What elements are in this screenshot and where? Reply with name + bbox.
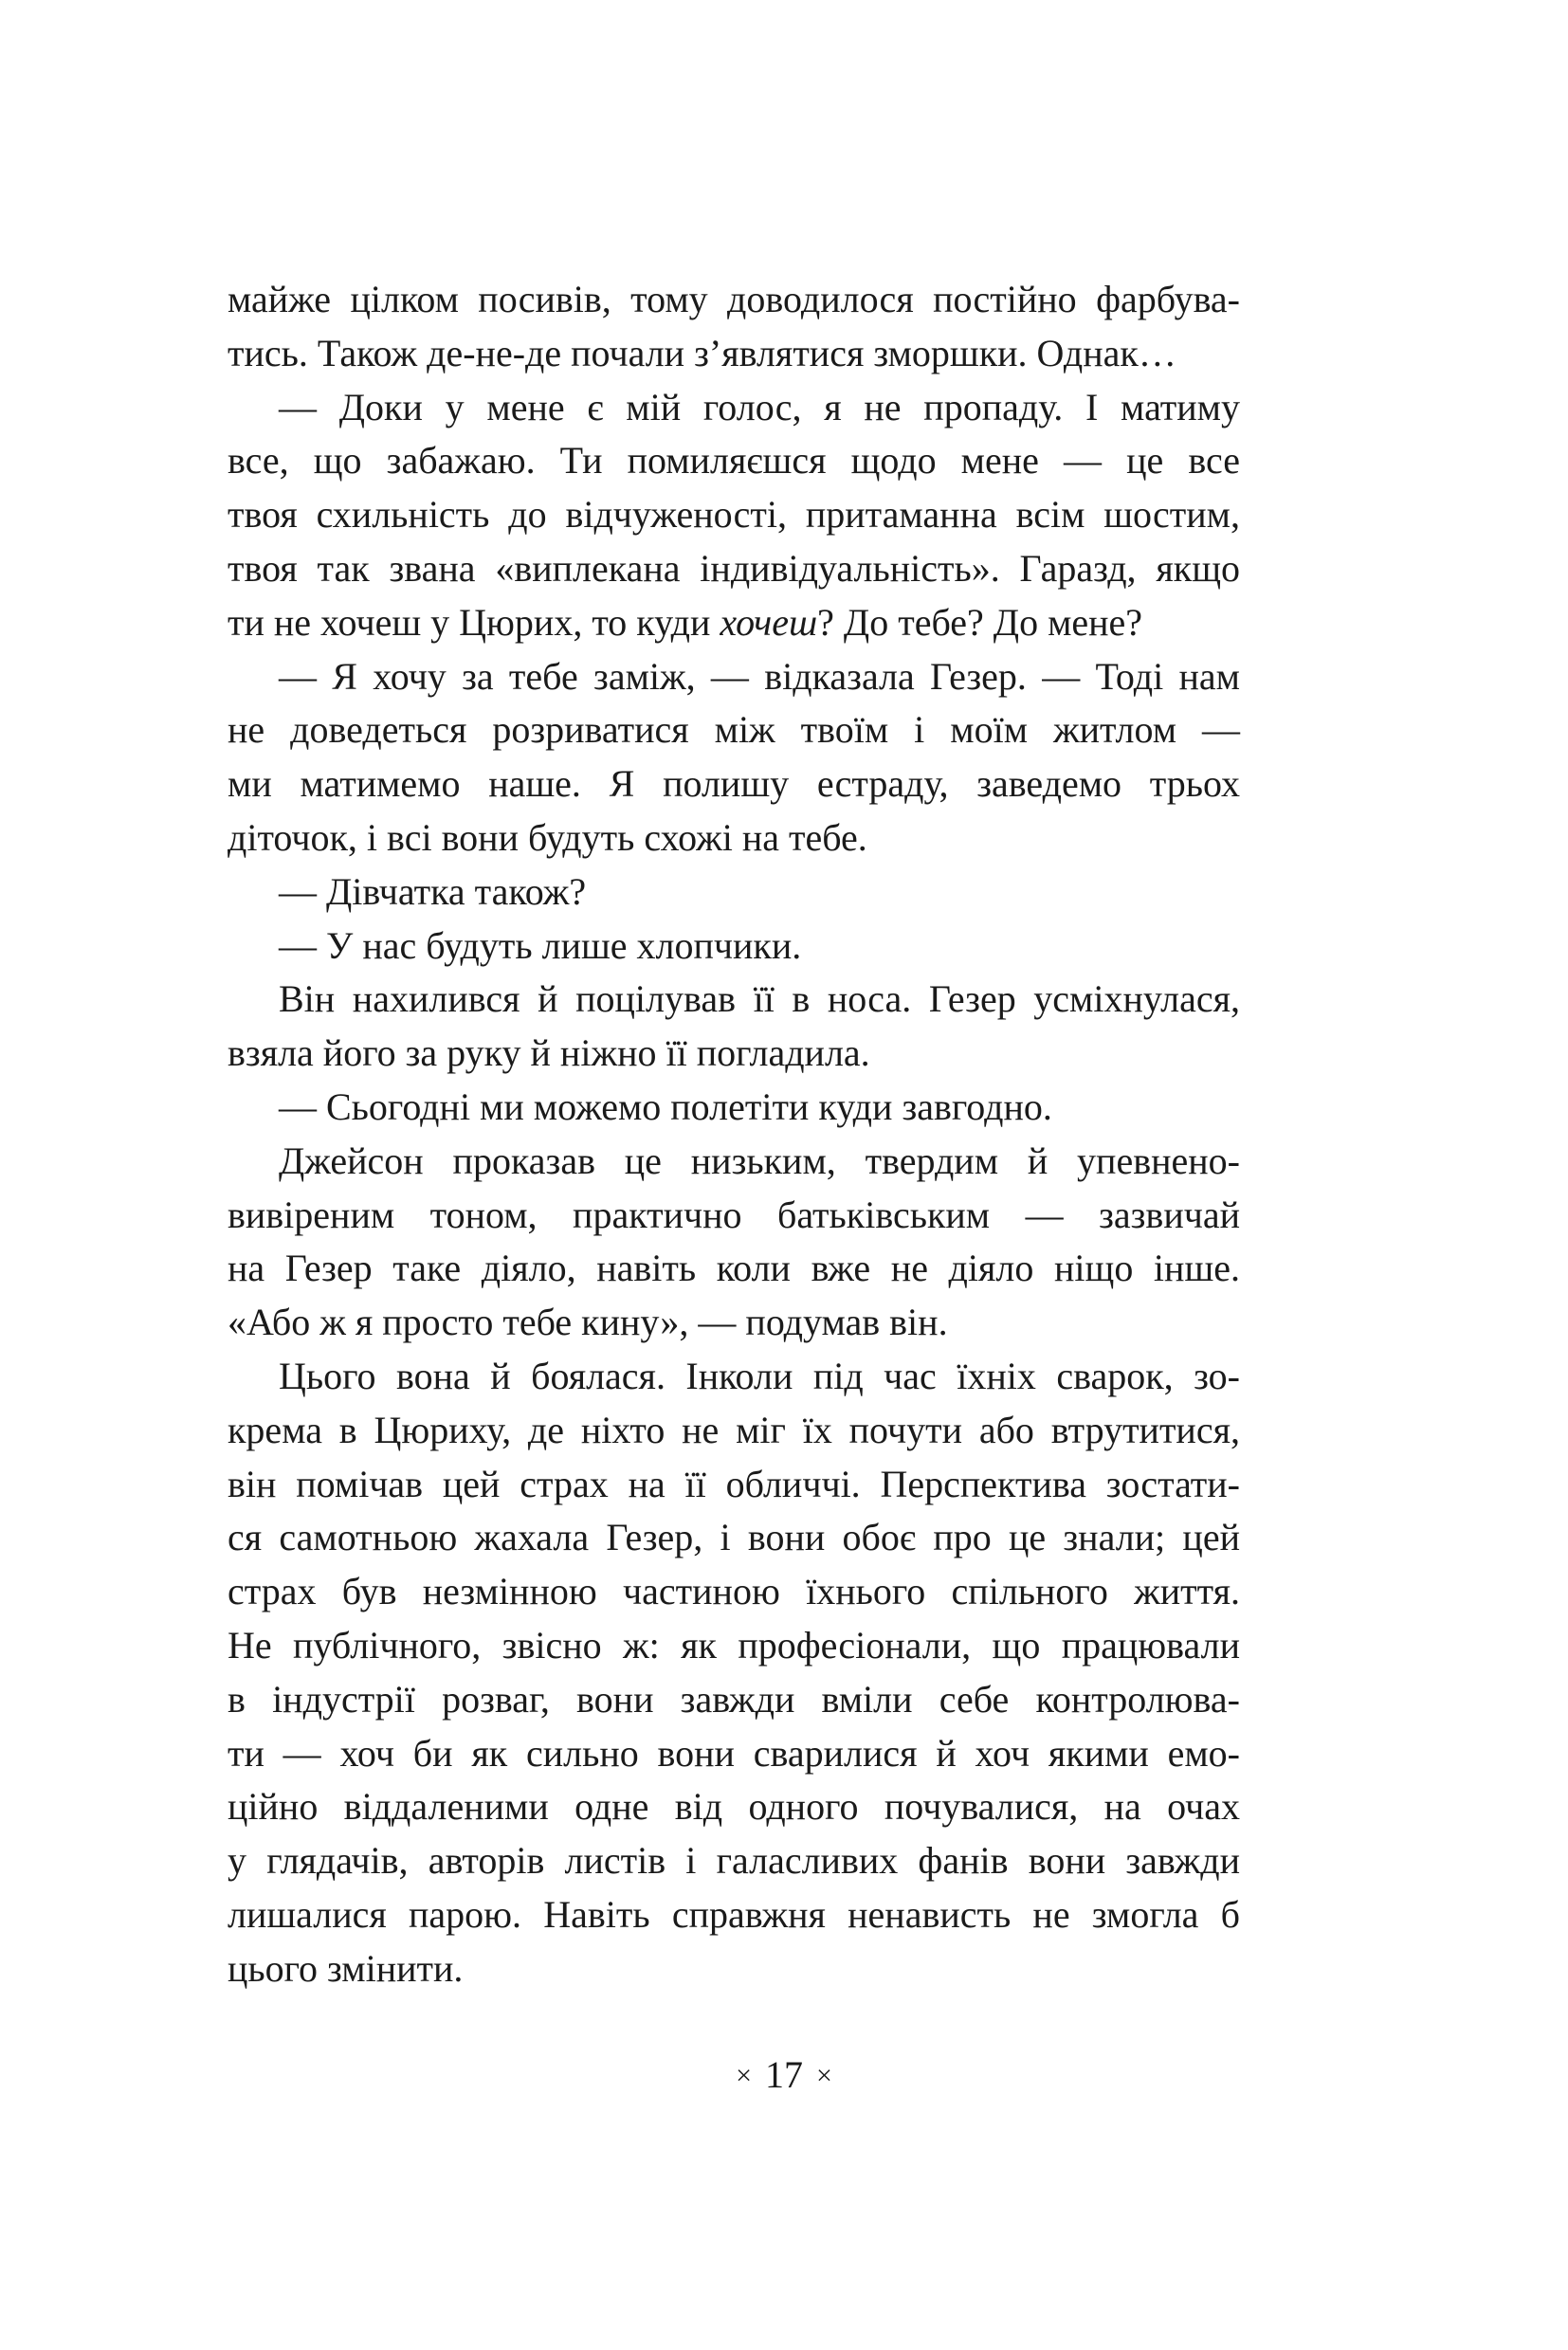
text-line: взяла його за руку й ніжно її погладила.: [228, 1031, 870, 1075]
text-line: страх був незмінною частиною їхнього спільного життя.: [228, 1570, 1240, 1613]
text-line: цього змінити.: [228, 1946, 464, 1990]
paragraph-start-line: Цього вона й боялася. Інколи під час їхніх сварок, зо-: [279, 1354, 1240, 1397]
text-line: крема в Цюриху, де ніхто не міг їх почути або втрутитися,: [228, 1408, 1240, 1451]
dialogue-line: — Доки у мене є мій голос, я не пропаду. І матиму: [279, 385, 1240, 428]
text-line: не доведеться розриватися між твоїм і моїм житлом —: [228, 708, 1240, 752]
text-line: тись. Також де-не-де почали з’являтися зморшки. Однак…: [228, 331, 1176, 374]
text-fragment: ? До тебе? До мене?: [817, 600, 1143, 644]
text-line: «Або ж я просто тебе кину», — подумав він.: [228, 1301, 948, 1344]
text-line: ційно віддаленими одне від одного почувалися, на очах: [228, 1785, 1240, 1829]
text-line: у глядачів, авторів листів і галасливих фанів вони завжди: [228, 1839, 1240, 1883]
paragraph-start-line: Він нахилився й поцілував її в носа. Гезер усміхнулася,: [279, 977, 1240, 1021]
text-line: він помічав цей страх на її обличчі. Перспектива зостати-: [228, 1462, 1240, 1505]
emphasis-word: хочеш: [720, 600, 818, 644]
text-line: діточок, і всі вони будуть схожі на тебе.: [228, 815, 867, 859]
text-fragment: ти не хочеш у Цюрих, то куди: [228, 600, 720, 644]
text-line: майже цілком посивів, тому доводилося постійно фарбува-: [228, 278, 1240, 320]
dialogue-line: — Сьогодні ми можемо полетіти куди завгодно.: [279, 1084, 1052, 1128]
text-line: твоя так звана «виплекана індивідуальність». Гаразд, якщо: [228, 546, 1240, 590]
text-line: ми матимемо наше. Я полишу естраду, заведемо трьох: [228, 762, 1240, 806]
page-body: [228, 273, 1240, 1996]
dialogue-line: — У нас будуть лише хлопчики.: [279, 923, 802, 967]
footer-ornament-right: ×: [816, 2060, 832, 2091]
text-line: ти — хоч би як сильно вони сварилися й хоч якими емо-: [228, 1731, 1240, 1775]
text-line: ся самотньою жахала Гезер, і вони обоє про це знали; цей: [228, 1516, 1240, 1559]
dialogue-line: — Дівчатка також?: [279, 869, 587, 913]
text-line: вивіреним тоном, практично батьківським — зазвичай: [228, 1193, 1240, 1236]
text-line: Не публічного, звісно ж: як професіонали, що працювали: [228, 1623, 1240, 1667]
text-line: твоя схильність до відчуженості, притаманна всім шостим,: [228, 493, 1240, 537]
text-line: лишалися парою. Навіть справжня ненависть не змогла б: [228, 1892, 1240, 1936]
text-line: в індустрії розваг, вони завжди вміли себе контролюва-: [228, 1677, 1240, 1721]
footer-ornament-left: ×: [736, 2060, 752, 2091]
text-line: на Гезер таке діяло, навіть коли вже не діяло ніщо інше.: [228, 1247, 1240, 1290]
paragraph-start-line: Джейсон проказав це низьким, твердим й упевнено-: [279, 1139, 1240, 1182]
page-footer: [0, 2052, 1568, 2102]
text-line: все, що забажаю. Ти помиляєшся щодо мене — це все: [228, 439, 1240, 483]
dialogue-line: — Я хочу за тебе заміж, — відказала Гезер. — Тоді нам: [279, 654, 1240, 698]
text-line: [228, 596, 1240, 650]
page-number: 17: [765, 2053, 803, 2096]
